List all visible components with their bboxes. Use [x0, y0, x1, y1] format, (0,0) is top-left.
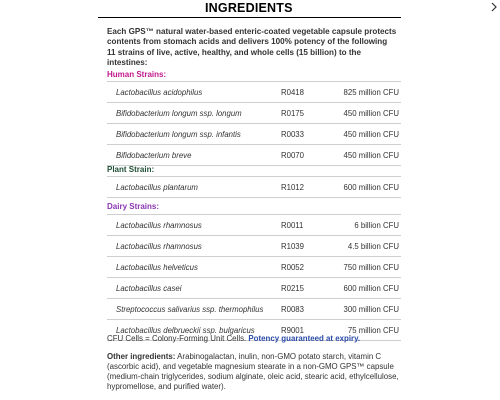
- strain-cfu: 75 million CFU: [347, 326, 399, 335]
- chevron-right-icon[interactable]: [488, 1, 500, 13]
- table-row: [107, 299, 401, 320]
- header-divider: [98, 17, 401, 18]
- strain-code: R0083: [281, 305, 304, 314]
- strain-name: Lactobacillus helveticus: [116, 263, 198, 272]
- table-row: [107, 215, 401, 236]
- plant-strain-table: [107, 176, 401, 198]
- section-title-human: Human Strains:: [107, 70, 167, 79]
- strain-name: Lactobacillus casei: [116, 284, 182, 293]
- strain-cfu: 600 million CFU: [343, 284, 399, 293]
- table-row: [107, 177, 401, 198]
- strain-name: Lactobacillus delbrueckii ssp. bulgaricus: [116, 326, 255, 335]
- table-row: [107, 257, 401, 278]
- strain-cfu: 600 million CFU: [343, 183, 399, 192]
- table-row: [107, 103, 401, 124]
- other-ingredients: [107, 352, 399, 392]
- strain-cfu: 825 million CFU: [343, 88, 399, 97]
- dairy-strains-table: [107, 214, 401, 341]
- ingredients-header[interactable]: [98, 0, 401, 18]
- strain-code: R0175: [281, 109, 304, 118]
- strain-name: Bifidobacterium breve: [116, 151, 192, 160]
- strain-name: Streptococcus salivarius ssp. thermophilus: [116, 305, 264, 314]
- strain-cfu: 450 million CFU: [343, 109, 399, 118]
- strain-code: R0215: [281, 284, 304, 293]
- other-ingredients-label: Other ingredients:: [107, 352, 176, 361]
- strain-code: R0033: [281, 130, 304, 139]
- section-title-plant: Plant Strain:: [107, 165, 155, 174]
- table-row: [107, 236, 401, 257]
- other-ingredients-text: Arabinogalactan, inulin, non-GMO potato starch, vitamin C (ascorbic acid), and vegetable magnesium stearate in a non-GMO GPS™ capsule (medium-chain triglycerides, sodium alginate, oleic acid, stearic acid, ethylcellulose, hypromellose, and purified water).: [107, 352, 399, 391]
- strain-code: R9001: [281, 326, 304, 335]
- table-row: [107, 145, 401, 166]
- cfu-definition: CFU Cells = Colony-Forming Unit Cells.: [107, 334, 247, 343]
- section-title: INGREDIENTS: [205, 1, 293, 15]
- strain-name: Lactobacillus acidophilus: [116, 88, 203, 97]
- table-row: [107, 278, 401, 299]
- section-title-dairy: Dairy Strains:: [107, 202, 160, 211]
- intro-text: Each GPS™ natural water-based enteric-coated vegetable capsule protects contents from stomach acids and delivers 100% potency of the following 11 strains of live, active, healthy, and whole cells (15 billion) to the intestines:: [107, 27, 397, 68]
- cfu-note: [107, 334, 360, 343]
- strain-cfu: 450 million CFU: [343, 130, 399, 139]
- strain-cfu: 750 million CFU: [343, 263, 399, 272]
- strain-code: R0052: [281, 263, 304, 272]
- strain-code: R0070: [281, 151, 304, 160]
- strain-name: Lactobacillus rhamnosus: [116, 221, 202, 230]
- strain-name: Lactobacillus plantarum: [116, 183, 198, 192]
- strain-code: R0418: [281, 88, 304, 97]
- strain-code: R1012: [281, 183, 304, 192]
- strain-cfu: 6 billion CFU: [354, 221, 399, 230]
- strain-name: Lactobacillus rhamnosus: [116, 242, 202, 251]
- strain-cfu: 300 million CFU: [343, 305, 399, 314]
- strain-cfu: 4.5 billion CFU: [347, 242, 399, 251]
- strain-code: R0011: [281, 221, 304, 230]
- strain-code: R1039: [281, 242, 304, 251]
- table-row: [107, 124, 401, 145]
- human-strains-table: [107, 81, 401, 166]
- strain-cfu: 450 million CFU: [343, 151, 399, 160]
- potency-guarantee: Potency guaranteed at expiry.: [248, 334, 361, 343]
- strain-name: Bifidobacterium longum ssp. longum: [116, 109, 242, 118]
- table-row: [107, 82, 401, 103]
- strain-name: Bifidobacterium longum ssp. infantis: [116, 130, 241, 139]
